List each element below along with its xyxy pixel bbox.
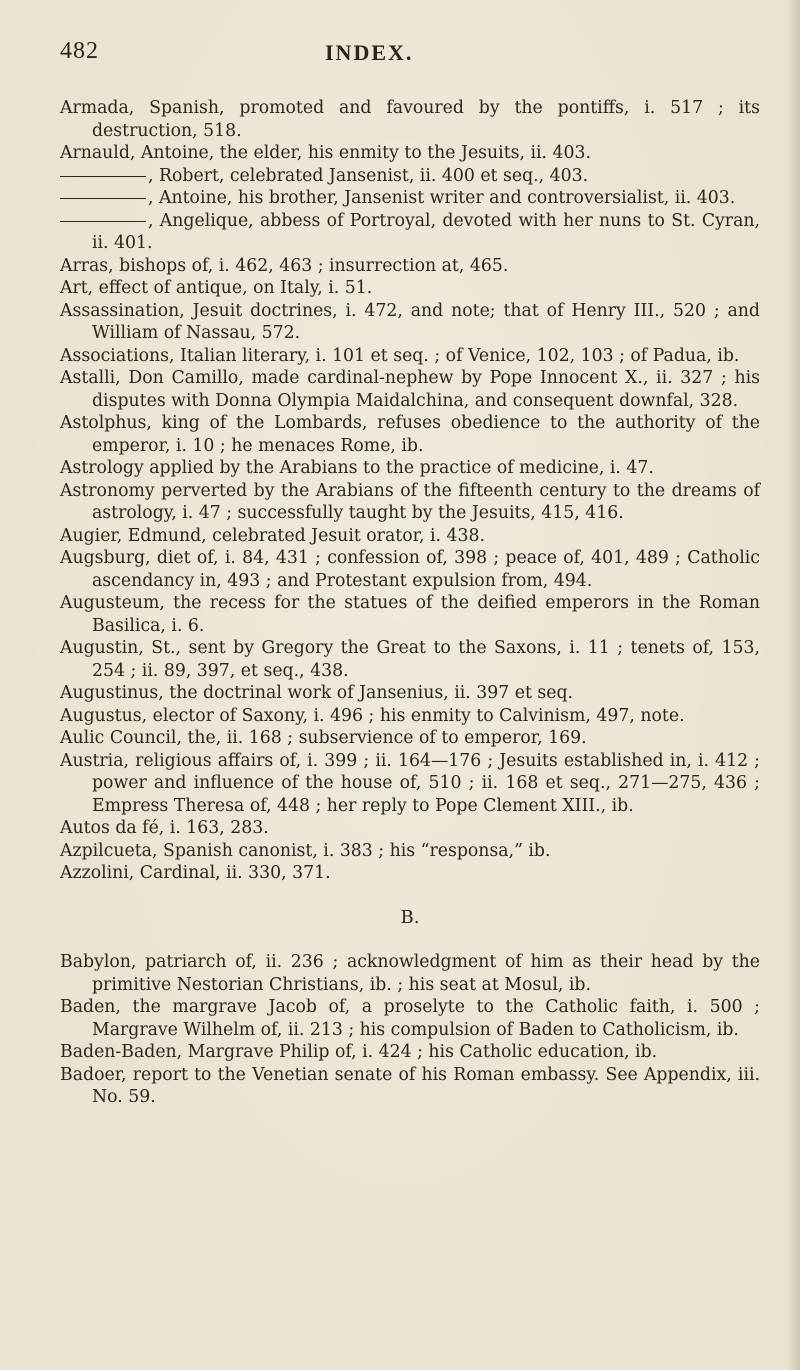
entry-text: perverted by the Arabians of the fifteenth century to the dreams of astrology, i. 47 ; successfully taught by the Jesuits, 415, 416. <box>92 480 760 523</box>
index-section-b <box>60 951 760 1109</box>
entry-heading: Augsburg, <box>60 548 151 568</box>
entry-text: the recess for the statues of the deified emperors in the Roman Basilica, i. 6. <box>92 593 760 636</box>
entry-text: Margrave Philip of, i. 424 ; his Catholic education, ib. <box>182 1042 658 1062</box>
entry-heading: , Antoine, <box>148 188 233 208</box>
entry-heading: Armada, Spanish, <box>60 98 225 118</box>
page-edge-shadow <box>786 0 800 1370</box>
entry-heading: Astolphus, <box>60 413 152 433</box>
entry-text: sent by Gregory the Great to the Saxons, i. 11 ; tenets of, 153, 254 ; ii. 89, 397, et seq., 438. <box>92 638 760 681</box>
section-letter: B. <box>400 906 420 928</box>
index-entry <box>60 682 760 705</box>
entry-text: bishops of, i. 462, 463 ; insurrection at, 465. <box>113 255 509 276</box>
entry-text: patriarch of, ii. 236 ; acknowledgment of him as their head by the primitive Nestorian Christians, ib. ; his seat at Mosul, ib. <box>92 952 760 995</box>
index-entry <box>60 592 760 637</box>
index-entry <box>60 300 760 345</box>
entry-heading: Augustinus, <box>60 683 164 703</box>
entry-text: applied by the Arabians to the practice of medicine, i. 47. <box>143 458 654 478</box>
index-entry <box>60 255 760 278</box>
entry-text: report to the Venetian senate of his Roman embassy. See Appendix, iii. No. 59. <box>92 1064 760 1107</box>
entry-text: Italian literary, i. 101 et seq. ; of Venice, 102, 103 ; of Padua, ib. <box>174 345 740 366</box>
index-entry <box>60 705 760 728</box>
entry-text: elector of Saxony, i. 496 ; his enmity to Calvinism, 497, note. <box>147 705 685 726</box>
entry-text: celebrated Jesuit orator, i. 438. <box>206 525 485 546</box>
entry-text: the doctrinal work of Jansenius, ii. 397 et seq. <box>163 683 574 703</box>
page-number: 482 <box>60 38 99 64</box>
index-entries <box>60 97 760 1109</box>
entry-text: king of the Lombards, refuses obedience to the authority of the emperor, i. 10 ; he menaces Rome, ib. <box>92 413 760 456</box>
entry-heading: Astronomy <box>60 480 155 501</box>
entry-heading: Astrology <box>60 458 144 478</box>
entry-text: the, ii. 168 ; subservience of to emperor, 169. <box>181 728 587 748</box>
page-header <box>60 38 750 68</box>
entry-heading: Arnauld, Antoine, <box>60 143 215 163</box>
entry-heading: Arras, <box>60 255 114 276</box>
index-entry <box>60 165 760 188</box>
entry-heading: Associations, <box>60 345 175 366</box>
entry-heading: Augusteum, <box>60 593 165 613</box>
index-entry <box>60 277 760 300</box>
entry-heading: Azpilcueta, <box>60 840 158 861</box>
entry-heading: Augustin, St., <box>60 638 182 658</box>
ditto-dash <box>60 221 146 222</box>
index-entry <box>60 367 760 412</box>
entry-heading: Baden, <box>60 997 121 1017</box>
entry-heading: Astalli, Don Camillo, <box>60 368 244 388</box>
index-entry <box>60 637 760 682</box>
entry-text: abbess of Portroyal, devoted with her nuns to St. Cyran, ii. 401. <box>92 210 760 253</box>
entry-text: diet of, i. 84, 431 ; confession of, 398 ; peace of, 401, 489 ; Catholic ascendancy in, 493 ; and Protestant expulsion from, 494. <box>92 548 760 591</box>
index-entry <box>60 1064 760 1109</box>
index-entry <box>60 210 760 255</box>
entry-heading: Azzolini, <box>60 863 135 883</box>
entry-text: Cardinal, ii. 330, 371. <box>134 863 331 883</box>
index-entry <box>60 996 760 1041</box>
index-entry <box>60 1041 760 1064</box>
entry-text: the elder, his enmity to the Jesuits, ii. 403. <box>214 143 592 163</box>
entry-heading: Augustus, <box>60 705 148 726</box>
entry-text: religious affairs of, i. 399 ; ii. 164—176 ; Jesuits established in, i. 412 ; power and influence of the house of, 510 ; ii. 168 et seq., 271—275, 436 ; Empress Theresa of, 448 ; her reply to Pope Clement XIII., ib. <box>92 750 760 816</box>
entry-heading: , Angelique, <box>148 210 254 231</box>
entry-heading: Autos da fé, <box>60 818 165 838</box>
index-entry <box>60 345 760 368</box>
index-entry <box>60 750 760 818</box>
index-entry <box>60 412 760 457</box>
entry-text: i. 163, 283. <box>164 818 269 838</box>
index-entry <box>60 862 760 885</box>
index-entry <box>60 951 760 996</box>
entry-text: Spanish canonist, i. 383 ; his “responsa,” ib. <box>157 840 551 861</box>
ditto-dash <box>60 176 146 177</box>
entry-heading: Assassination, <box>60 300 185 321</box>
entry-heading: Baden-Baden, <box>60 1042 183 1062</box>
running-head: INDEX. <box>325 40 414 65</box>
entry-heading: , Robert, <box>148 165 225 186</box>
index-entry <box>60 727 760 750</box>
index-entry <box>60 187 760 210</box>
index-entry <box>60 457 760 480</box>
index-entry <box>60 525 760 548</box>
index-entry <box>60 97 760 142</box>
index-entry <box>60 547 760 592</box>
entry-text: effect of antique, on Italy, i. 51. <box>93 278 373 298</box>
index-entry <box>60 142 760 165</box>
entry-heading: Badoer, <box>60 1064 127 1085</box>
entry-text: Jesuit doctrines, i. 472, and note; that of Henry III., 520 ; and William of Nassau, 572. <box>92 300 760 343</box>
index-section-a <box>60 97 760 885</box>
ditto-dash <box>60 198 146 199</box>
entry-text: made cardinal-nephew by Pope Innocent X., ii. 327 ; his disputes with Donna Olympia Maidalchina, and consequent downfal, 328. <box>92 368 761 411</box>
entry-heading: Augier, Edmund, <box>60 525 207 546</box>
entry-heading: Babylon, <box>60 952 137 972</box>
entry-heading: Art, <box>60 278 94 298</box>
entry-text: promoted and favoured by the pontiffs, i. 517 ; its destruction, 518. <box>92 98 760 141</box>
entry-heading: Austria, <box>60 750 130 771</box>
entry-text: his brother, Jansenist writer and controversialist, ii. 403. <box>232 188 736 208</box>
entry-text: the margrave Jacob of, a proselyte to the Catholic faith, i. 500 ; Margrave Wilhelm of, ii. 213 ; his compulsion of Baden to Catholicism, ib. <box>92 997 760 1040</box>
entry-heading: Aulic Council, <box>60 728 182 748</box>
index-entry <box>60 480 760 525</box>
entry-text: celebrated Jansenist, ii. 400 et seq., 403. <box>224 165 589 186</box>
index-entry <box>60 817 760 840</box>
index-entry <box>60 840 760 863</box>
